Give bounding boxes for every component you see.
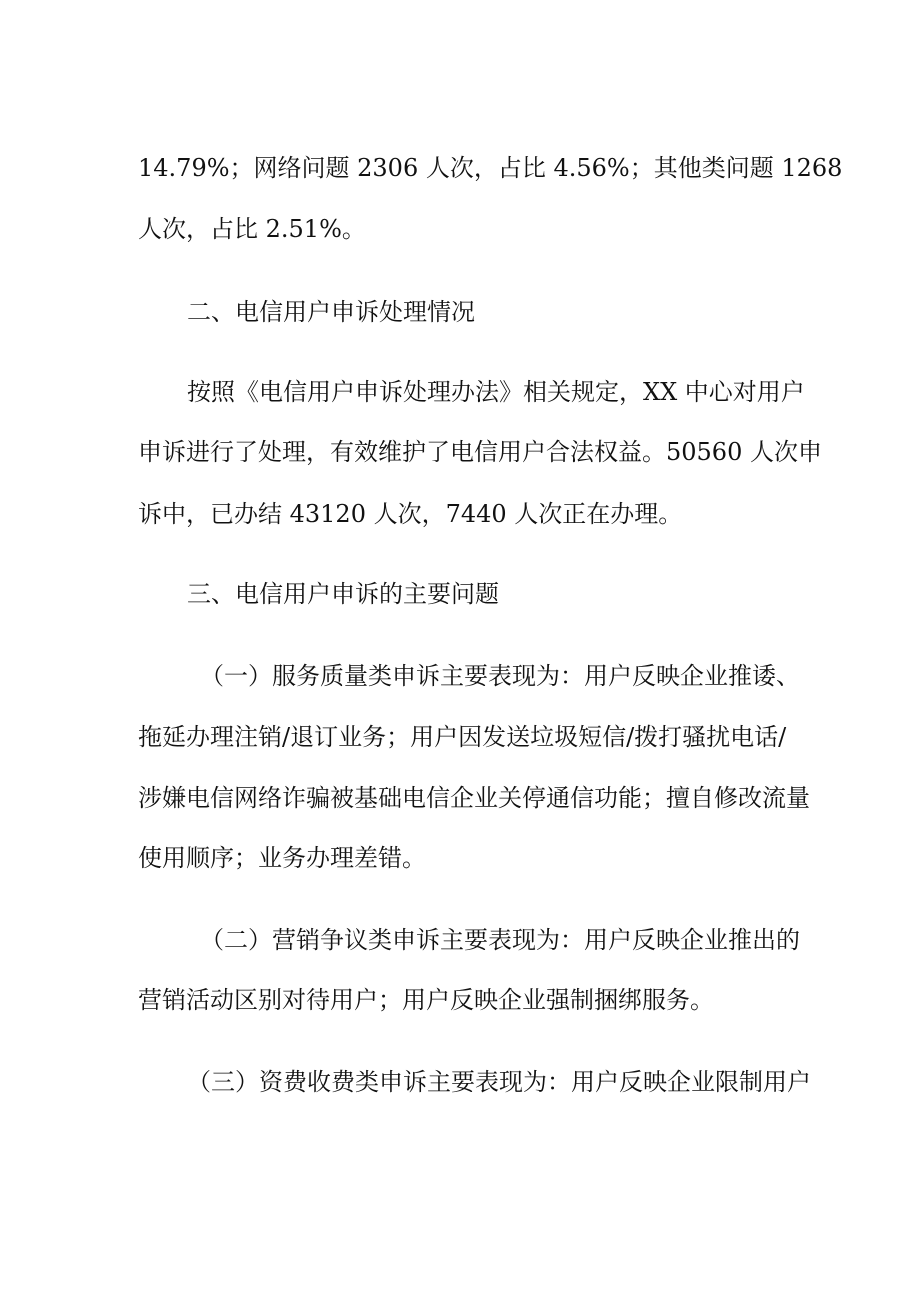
text-line: 涉嫌电信网络诈骗被基础电信企业关停通信功能；擅自修改流量 <box>138 784 810 812</box>
text-line: 营销活动区别对待用户；用户反映企业强制捆绑服务。 <box>138 986 714 1014</box>
text-line: （三）资费收费类申诉主要表现为：用户反映企业限制用户 <box>187 1068 811 1096</box>
text-line: 申诉进行了处理，有效维护了电信用户合法权益。50560 人次申 <box>138 438 822 466</box>
text-line: 使用顺序；业务办理差错。 <box>138 844 426 872</box>
text-line: 诉中，已办结 43120 人次，7440 人次正在办理。 <box>138 500 683 528</box>
text-line: （二）营销争议类申诉主要表现为：用户反映企业推出的 <box>200 926 800 954</box>
text-line: 按照《电信用户申诉处理办法》相关规定，XX 中心对用户 <box>187 378 805 406</box>
section-heading: 二、电信用户申诉处理情况 <box>187 298 475 326</box>
section-heading: 三、电信用户申诉的主要问题 <box>187 580 499 608</box>
text-line: 人次，占比 2.51%。 <box>138 215 366 243</box>
text-line: （一）服务质量类申诉主要表现为：用户反映企业推诿、 <box>200 662 800 690</box>
text-line: 14.79%；网络问题 2306 人次，占比 4.56%；其他类问题 1268 <box>138 154 843 182</box>
text-line: 拖延办理注销/退订业务；用户因发送垃圾短信/拨打骚扰电话/ <box>138 723 787 751</box>
